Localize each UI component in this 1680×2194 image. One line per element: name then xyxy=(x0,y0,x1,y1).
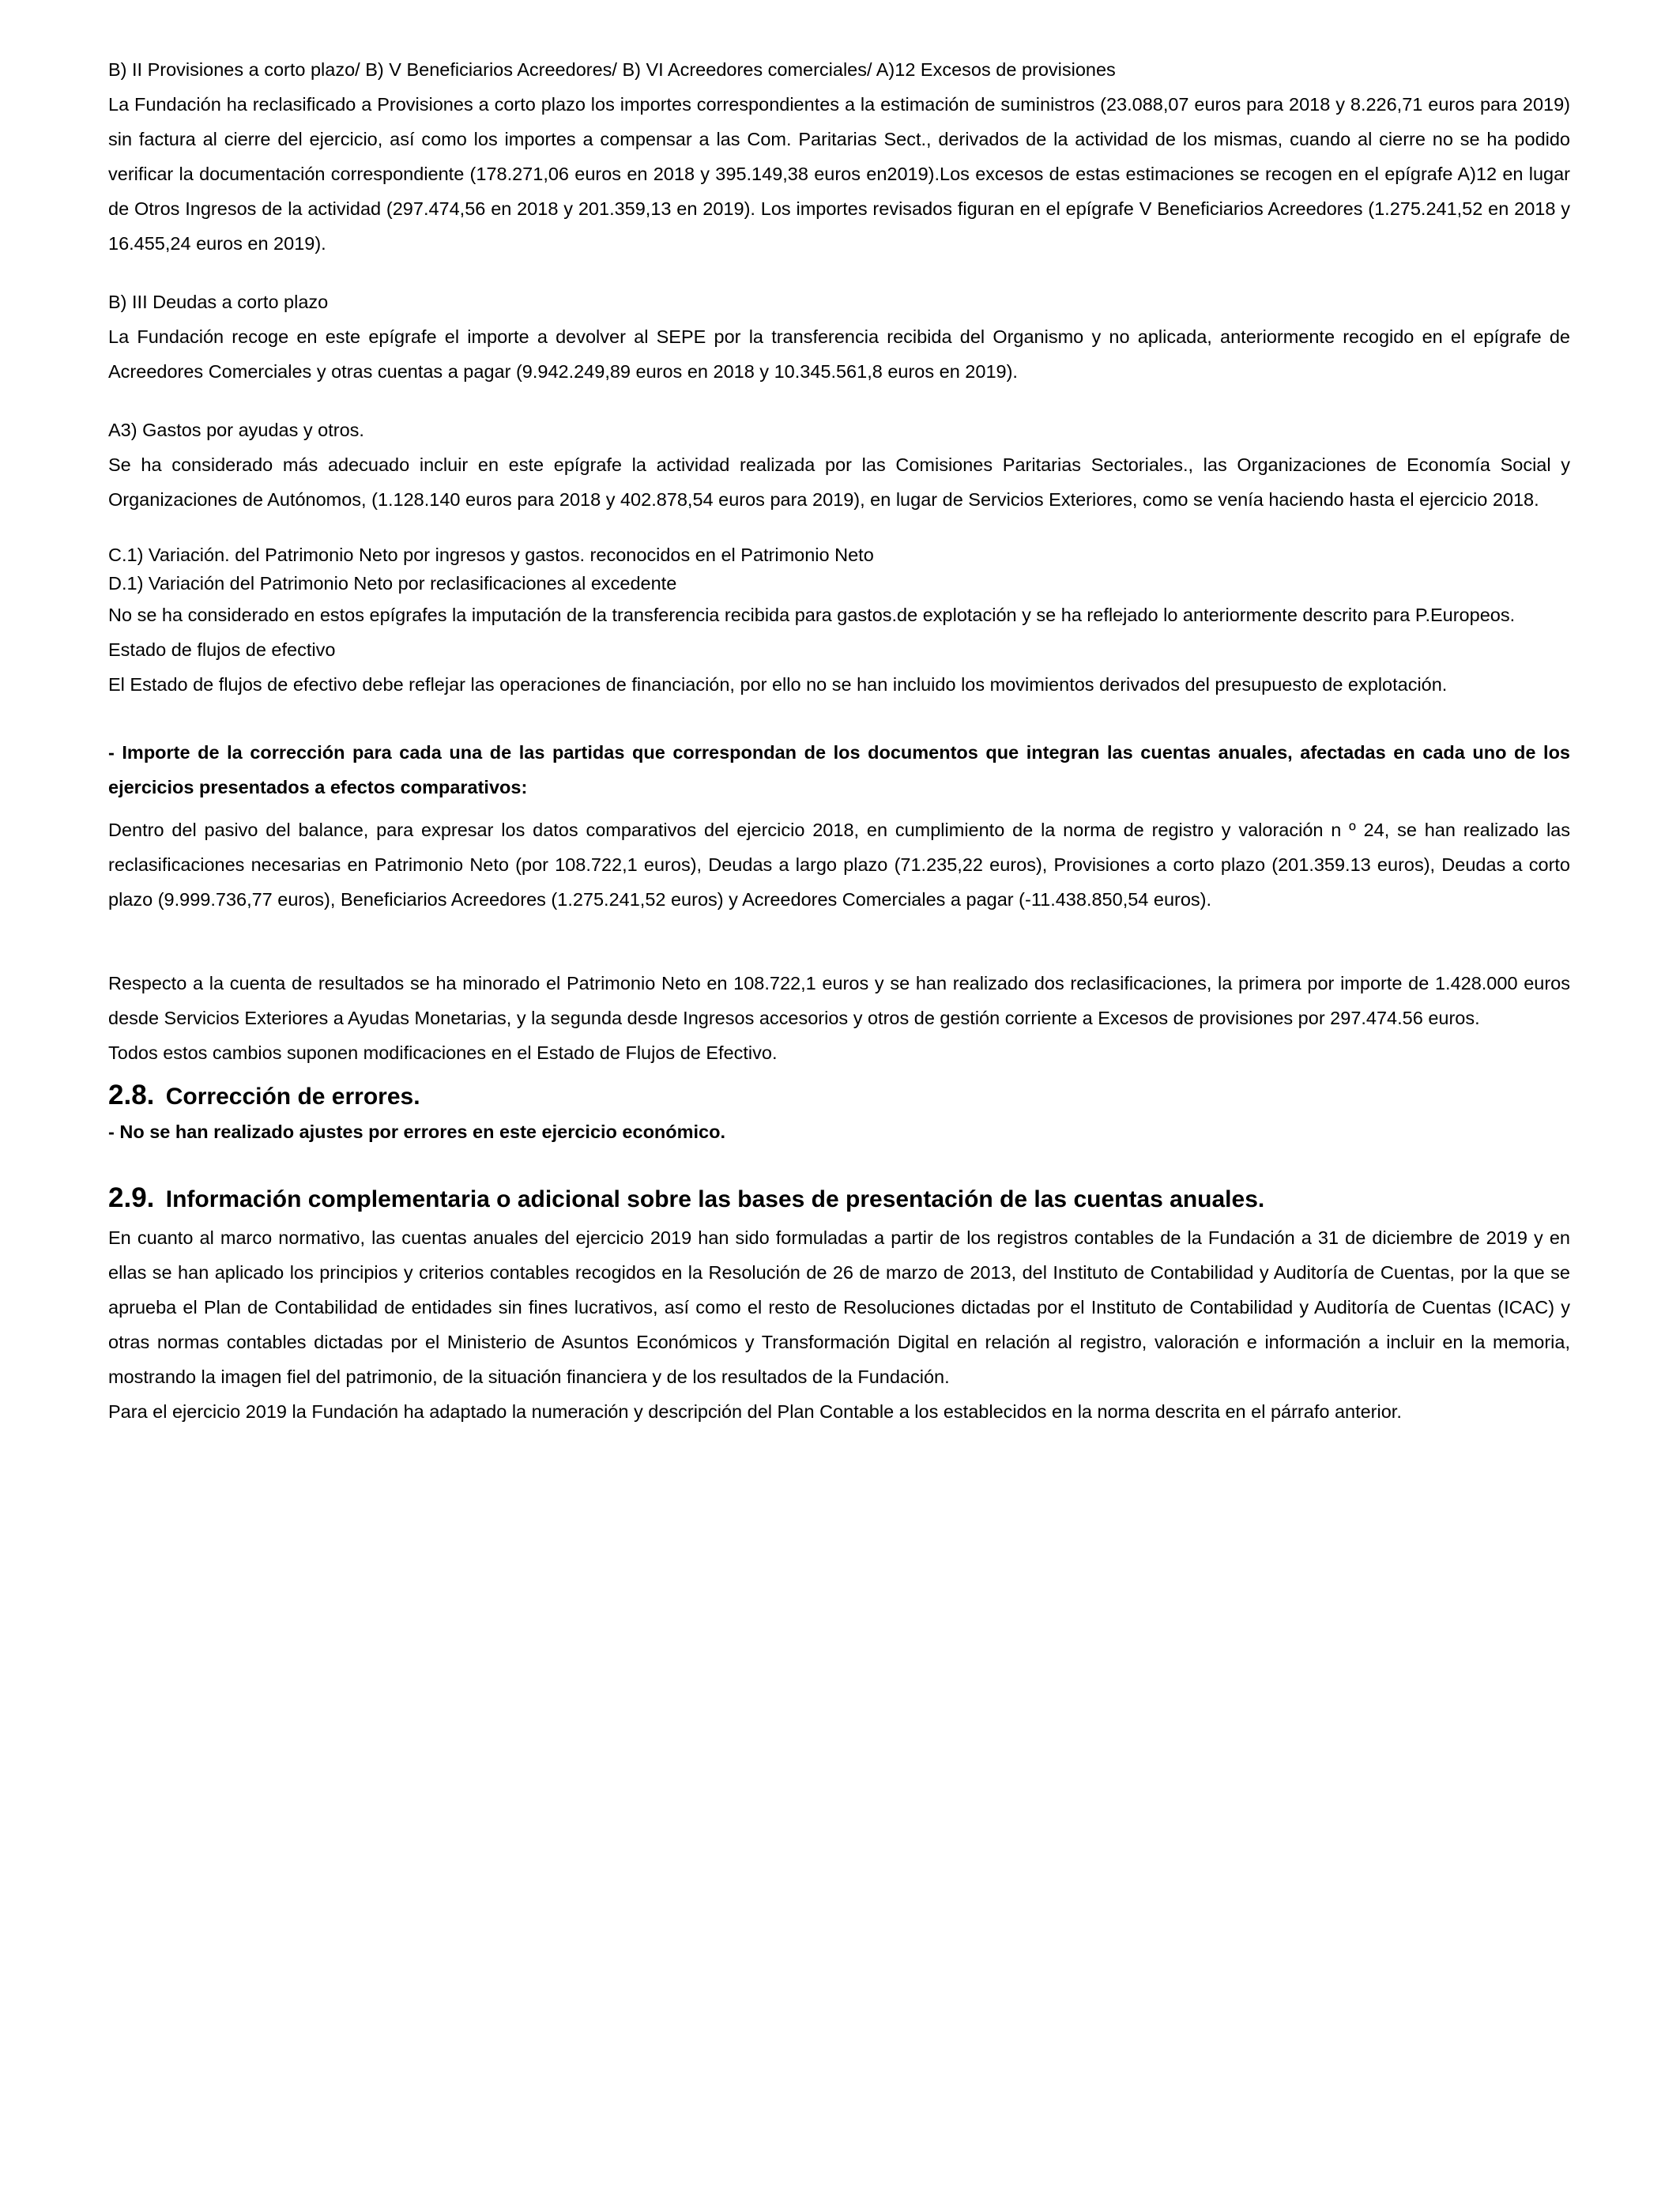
gastos-paragraph: Se ha considerado más adecuado incluir en este epígrafe la actividad realizada por las Comisiones Paritarias Sectoriales., las Organizaciones de Economía Social y Organizaciones de Autónomos, (1.128.140 euros para 2018 y 402.878,54 euros para 2019), en lugar de Servicios Exteriores, como se venía haciendo hasta el ejercicio 2018. xyxy=(108,454,1570,510)
resultados-paragraph-2: Todos estos cambios suponen modificaciones en el Estado de Flujos de Efectivo. xyxy=(108,1042,778,1063)
importe-paragraph: Dentro del pasivo del balance, para expresar los datos comparativos del ejercicio 2018, en cumplimiento de la norma de registro y valoración n º 24, se han realizado las reclasificaciones necesarias en Patrimonio Neto (por 108.722,1 euros), Deudas a largo plazo (71.235,22 euros), Provisiones a corto plazo (201.359.13 euros), Deudas a corto plazo (9.999.736,77 euros), Beneficiarios Acreedores (1.275.241,52 euros) y Acreedores Comerciales a pagar (-11.438.850,54 euros). xyxy=(108,820,1570,910)
importe-heading: - Importe de la corrección para cada una de las partidas que correspondan de los documentos que integran las cuentas anuales, afectadas en cada uno de los ejercicios presentados a efectos comparativos: xyxy=(108,742,1570,797)
deudas-paragraph: La Fundación recoge en este epígrafe el importe a devolver al SEPE por la transferencia recibida del Organismo y no aplicada, anteriormente recogido en el epígrafe de Acreedores Comerciales y otras cuentas a pagar (9.942.249,89 euros en 2018 y 10.345.561,8 euros en 2019). xyxy=(108,326,1570,382)
section-2-9-paragraph-2: Para el ejercicio 2019 la Fundación ha adaptado la numeración y descripción del Plan Contable a los establecidos en la norma descrita en el párrafo anterior. xyxy=(108,1401,1402,1422)
section-2-8-title xyxy=(108,1075,1570,1118)
section-2-9-paragraph: En cuanto al marco normativo, las cuentas anuales del ejercicio 2019 han sido formuladas a partir de los registros contables de la Fundación a 31 de diciembre de 2019 y en ellas se han aplicado los principios y criterios contables recogidos en la Resolución de 26 de marzo de 2013, del Instituto de Contabilidad y Auditoría de Cuentas, por la que se aprueba el Plan de Contabilidad de entidades sin fines lucrativos, así como el resto de Resoluciones dictadas por el Instituto de Contabilidad y Auditoría de Cuentas (ICAC) y otras normas contables dictadas por el Ministerio de Asuntos Económicos y Transformación Digital en relación al registro, valoración e información a incluir en la memoria, mostrando la imagen fiel del patrimonio, de la situación financiera y de los resultados de la Fundación. xyxy=(108,1227,1570,1387)
provisiones-paragraph: La Fundación ha reclasificado a Provisiones a corto plazo los importes correspondientes a la estimación de suministros (23.088,07 euros para 2018 y 8.226,71 euros para 2019) sin factura al cierre del ejercicio, así como los importes a compensar a las Com. Paritarias Sect., derivados de la actividad de los mismas, cuando al cierre no se ha podido verificar la documentación correspondiente (178.271,06 euros en 2018 y 395.149,38 euros en2019).Los excesos de estas estimaciones se recogen en el epígrafe A)12 en lugar de Otros Ingresos de la actividad (297.474,56 en 2018 y 201.359,13 en 2019). Los importes revisados figuran en el epígrafe V Beneficiarios Acreedores (1.275.241,52 en 2018 y 16.455,24 euros en 2019). xyxy=(108,94,1570,254)
flujos-paragraph: El Estado de flujos de efectivo debe reflejar las operaciones de financiación, por ello no se han incluido los movimientos derivados del presupuesto de explotación. xyxy=(108,674,1448,695)
document-page xyxy=(108,52,1570,1429)
gastos-heading: A3) Gastos por ayudas y otros. xyxy=(108,420,364,440)
section-2-8-label: Corrección de errores. xyxy=(165,1084,420,1110)
section-2-9-number: 2.9. xyxy=(108,1182,155,1213)
variacion-paragraph: No se ha considerado en estos epígrafes la imputación de la transferencia recibida para gastos.de explotación y se ha reflejado lo anteriormente descrito para P.Europeos. xyxy=(108,605,1516,625)
deudas-heading: B) III Deudas a corto plazo xyxy=(108,292,329,312)
flujos-heading: Estado de flujos de efectivo xyxy=(108,639,336,660)
variacion-d1-heading: D.1) Variación del Patrimonio Neto por reclasificaciones al excedente xyxy=(108,573,677,594)
provisiones-heading: B) II Provisiones a corto plazo/ B) V Beneficiarios Acreedores/ B) VI Acreedores comerciales/ A)12 Excesos de provisiones xyxy=(108,59,1116,80)
section-2-9-label: Información complementaria o adicional sobre las bases de presentación de las cuentas anuales. xyxy=(165,1186,1265,1212)
resultados-paragraph: Respecto a la cuenta de resultados se ha minorado el Patrimonio Neto en 108.722,1 euros y se han realizado dos reclasificaciones, la primera por importe de 1.428.000 euros desde Servicios Exteriores a Ayudas Monetarias, y la segunda desde Ingresos accesorios y otros de gestión corriente a Excesos de provisiones por 297.474.56 euros. xyxy=(108,973,1570,1028)
variacion-c1-heading: C.1) Variación. del Patrimonio Neto por ingresos y gastos. reconocidos en el Patrimonio Neto xyxy=(108,545,874,565)
section-2-9-title xyxy=(108,1178,1570,1220)
section-2-8-note: - No se han realizado ajustes por errores en este ejercicio económico. xyxy=(108,1122,726,1142)
section-2-8-number: 2.8. xyxy=(108,1080,155,1110)
